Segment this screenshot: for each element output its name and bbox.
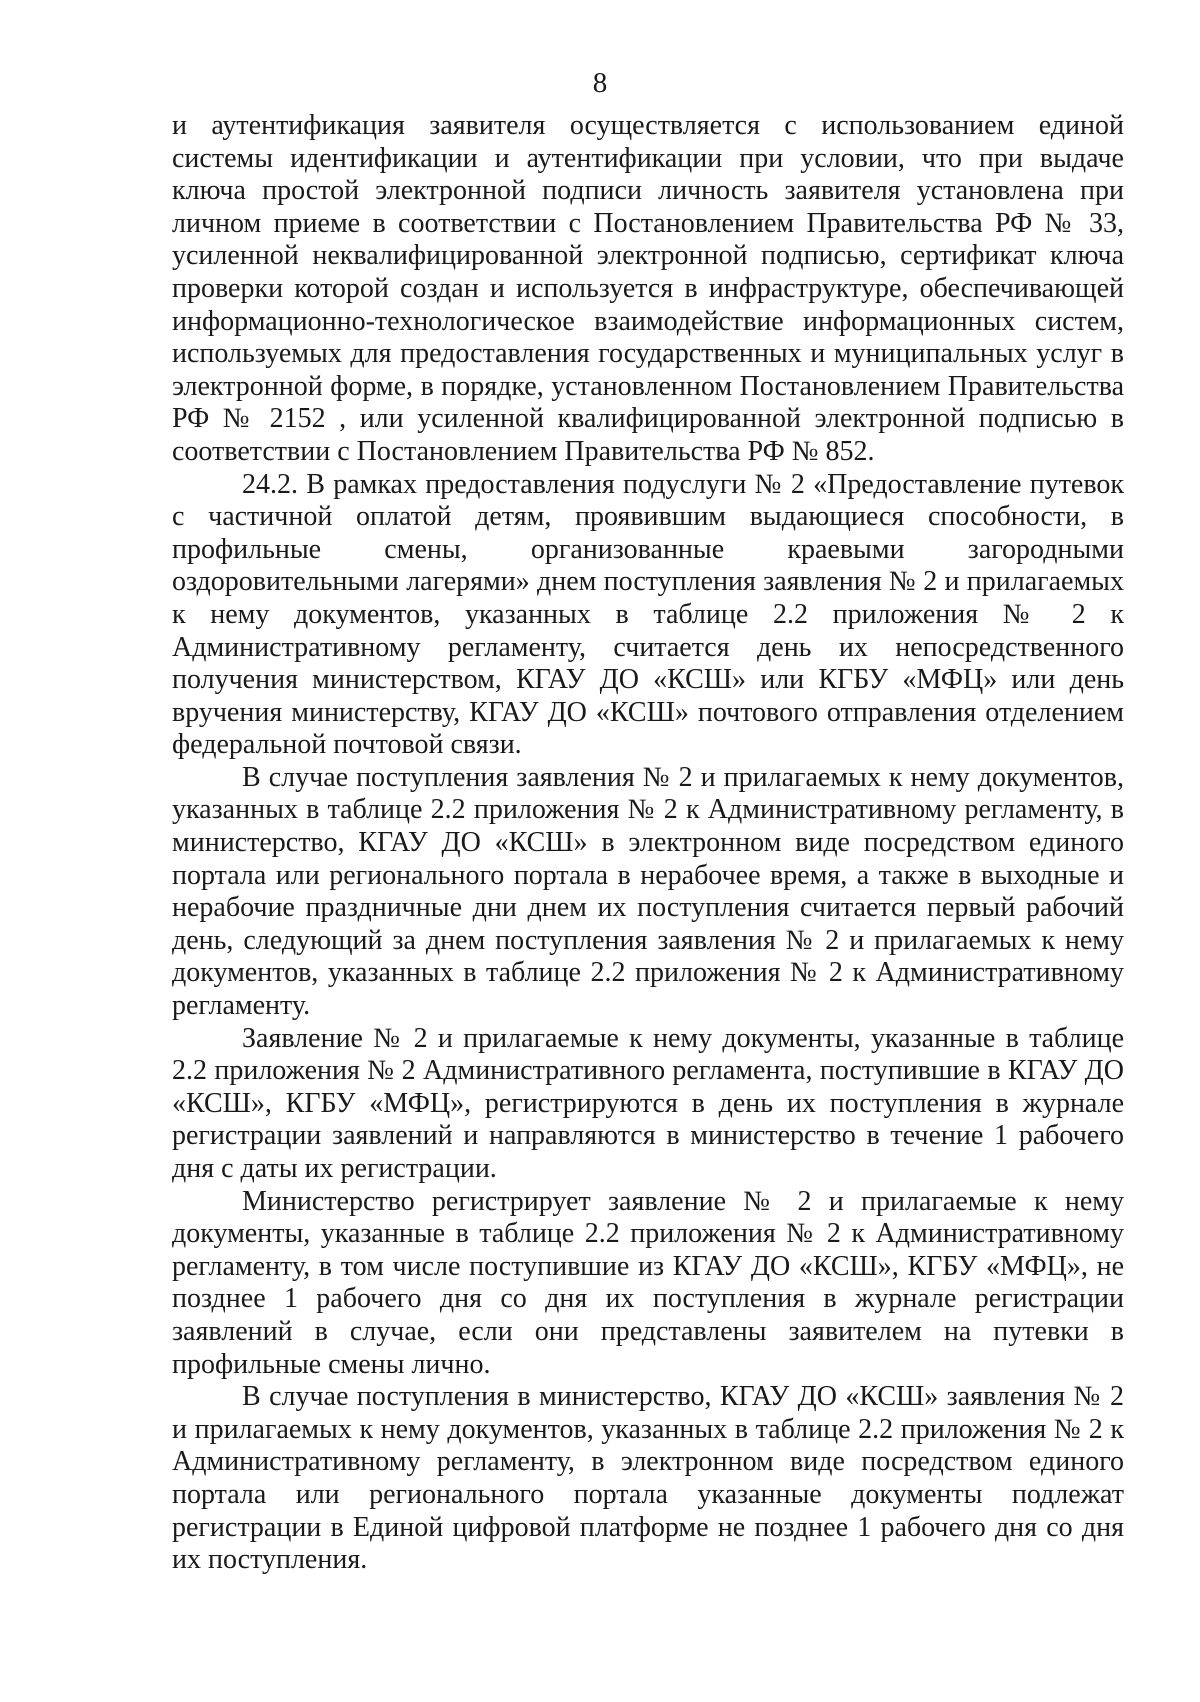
paragraph-24-2-application-date: 24.2. В рамках предоставления подуслуги № 2 «Предоставление путевок с частичной оплатой детям, проявившим выдающиеся способности, в профильные смены, организованные краевыми загородными оздоровительными лагерями» днем поступления заявления № 2 и прилагаемых к нему документов, указанных в таблице 2.2 приложения № 2 к Административному регламенту, считается день их непосредственного получения министерством, КГАУ ДО «КСШ» или КГБУ «МФЦ» или день вручения министерству, КГАУ ДО «КСШ» почтового отправления отделением федеральной почтовой связи. [172, 468, 1124, 761]
paragraph-ministry-registration: Министерство регистрирует заявление № 2 и прилагаемые к нему документы, указанные в таблице 2.2 приложения № 2 к Административному регламенту, в том числе поступившие из КГАУ ДО «КСШ», КГБУ «МФЦ», не позднее 1 рабочего дня со дня их поступления в журнале регистрации заявлений в случае, если они представлены заявителем на путевки в профильные смены лично. [172, 1185, 1124, 1380]
paragraph-digital-platform-registration: В случае поступления в министерство, КГАУ ДО «КСШ» заявления № 2 и прилагаемых к нему документов, указанных в таблице 2.2 приложения № 2 к Административному регламенту, в электронном виде посредством единого портала или регионального портала указанные документы подлежат регистрации в Единой цифровой платформе не позднее 1 рабочего дня со дня их поступления. [172, 1381, 1124, 1576]
document-body [172, 110, 1124, 1577]
paragraph-authentication-continuation: и аутентификация заявителя осуществляется с использованием единой системы идентификации и аутентификации при условии, что при выдаче ключа простой электронной подписи личность заявителя установлена при личном приеме в соответствии с Постановлением Правительства РФ № 33, усиленной неквалифицированной электронной подписью, сертификат ключа проверки которой создан и используется в инфраструктуре, обеспечивающей информационно-технологическое взаимодействие информационных систем, используемых для предоставления государственных и муниципальных услуг в электронной форме, в порядке, установленном Постановлением Правительства РФ № 2152 , или усиленной квалифицированной электронной подписью в соответствии с Постановлением Правительства РФ № 852. [172, 110, 1124, 467]
page-number: 8 [592, 67, 608, 99]
paragraph-registration-ksh-mfc: Заявление № 2 и прилагаемые к нему документы, указанные в таблице 2.2 приложения № 2 Административного регламента, поступившие в КГАУ ДО «КСШ», КГБУ «МФЦ», регистрируются в день их поступления в журнале регистрации заявлений и направляются в министерство в течение 1 рабочего дня с даты их регистрации. [172, 1022, 1124, 1184]
paragraph-electronic-nonworking-time: В случае поступления заявления № 2 и прилагаемых к нему документов, указанных в таблице 2.2 приложения № 2 к Административному регламенту, в министерство, КГАУ ДО «КСШ» в электронном виде посредством единого портала или регионального портала в нерабочее время, а также в выходные и нерабочие праздничные дни днем их поступления считается первый рабочий день, следующий за днем поступления заявления № 2 и прилагаемых к нему документов, указанных в таблице 2.2 приложения № 2 к Административному регламенту. [172, 761, 1124, 1022]
